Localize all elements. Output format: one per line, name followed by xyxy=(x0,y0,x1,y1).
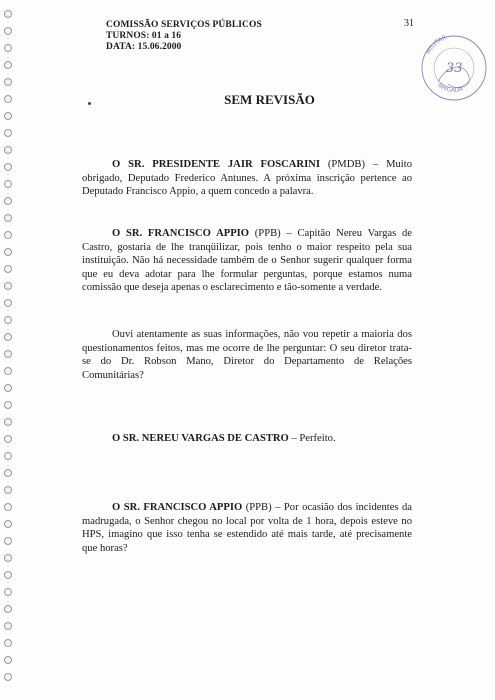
binding-hole xyxy=(4,265,12,273)
binding-hole xyxy=(4,146,12,154)
transcript-paragraph xyxy=(82,158,412,199)
binding-hole xyxy=(4,214,12,222)
binding-hole xyxy=(4,231,12,239)
binding-hole xyxy=(4,316,12,324)
document-header xyxy=(106,20,262,53)
binding-hole xyxy=(4,588,12,596)
binding-hole xyxy=(4,367,12,375)
binding-hole xyxy=(4,10,12,18)
binding-hole xyxy=(4,622,12,630)
binding-hole xyxy=(4,282,12,290)
stamp-initials: 33 xyxy=(446,61,463,76)
transcript-paragraph xyxy=(82,432,412,446)
paragraph-text: (PMDB) – Muito obrigado, Deputado Frederico Antunes. A próxima inscrição pertence ao Deputado Francisco Appio, a quem concedo a palavra. xyxy=(82,159,412,198)
binding-hole xyxy=(4,78,12,86)
stamp-text-top: MILITAR xyxy=(425,34,448,56)
header-committee: COMISSÃO SERVIÇOS PÚBLICOS xyxy=(106,20,262,30)
transcript-paragraph xyxy=(82,501,412,555)
binding-hole xyxy=(4,571,12,579)
binding-hole xyxy=(4,163,12,171)
speaker-name: O SR. NEREU VARGAS DE CASTRO xyxy=(112,433,289,444)
binding-hole xyxy=(4,469,12,477)
binding-hole xyxy=(4,554,12,562)
header-shifts: TURNOS: 01 a 16 xyxy=(106,31,182,41)
transcript-paragraph xyxy=(82,328,412,382)
binding-hole xyxy=(4,503,12,511)
speaker-name: O SR. FRANCISCO APPIO xyxy=(112,228,250,239)
binding-hole xyxy=(4,44,12,52)
binding-hole xyxy=(4,639,12,647)
binding-hole xyxy=(4,452,12,460)
speaker-name: O SR. PRESIDENTE JAIR FOSCARINI xyxy=(112,159,320,170)
binding-hole xyxy=(4,333,12,341)
stamp-text-bottom: BRIGADA xyxy=(436,81,464,95)
binding-hole xyxy=(4,401,12,409)
paragraph-text: Ouvi atentamente as suas informações, não vou repetir a maioria dos questionamentos feitos, mas me ocorre de lhe perguntar: O seu diretor trata-se do Dr. Robson Mano, Diretor do Departamento de Relações Comunitárias? xyxy=(82,329,412,381)
binding-hole xyxy=(4,27,12,35)
binding-holes xyxy=(4,10,14,695)
paragraph-text: – Perfeito. xyxy=(288,433,336,444)
binding-hole xyxy=(4,299,12,307)
binding-hole xyxy=(4,350,12,358)
binding-hole xyxy=(4,248,12,256)
binding-hole xyxy=(4,384,12,392)
binding-hole xyxy=(4,656,12,664)
binding-hole xyxy=(4,537,12,545)
svg-text:MILITAR xyxy=(425,34,447,55)
binding-hole xyxy=(4,435,12,443)
header-date: DATA: 15.06.2000 xyxy=(106,42,182,52)
paragraph-text: (PPB) – Capitão Nereu Vargas de Castro, gostaria de lhe tranqüilizar, pois tenho o maior respeito pela sua instituição. Não há necessidade também de o Senhor sugerir qualquer forma que eu deva adotar para lhe formular perguntas, porque estamos numa comissão que deseja apenas o esclarecimento e tão-somente a verdade. xyxy=(82,228,412,294)
paragraph-text: (PPB) – Por ocasião dos incidentes da madrugada, o Senhor chegou no local por volta de 1 hora, depois esteve no HPS, imagino que isso tenha se estendido até mais tarde, até precisamente que horas? xyxy=(82,502,413,554)
binding-hole xyxy=(4,112,12,120)
transcript-paragraph xyxy=(82,227,412,295)
binding-hole xyxy=(4,486,12,494)
binding-hole xyxy=(4,129,12,137)
binding-hole xyxy=(4,197,12,205)
binding-hole xyxy=(4,673,12,681)
binding-hole xyxy=(4,61,12,69)
speaker-name: O SR. FRANCISCO APPIO xyxy=(112,502,243,513)
binding-hole xyxy=(4,418,12,426)
binding-hole xyxy=(4,180,12,188)
binding-hole xyxy=(4,605,12,613)
document-title: SEM REVISÃO xyxy=(224,92,315,107)
page-number: 31 xyxy=(404,18,414,29)
binding-hole xyxy=(4,520,12,528)
